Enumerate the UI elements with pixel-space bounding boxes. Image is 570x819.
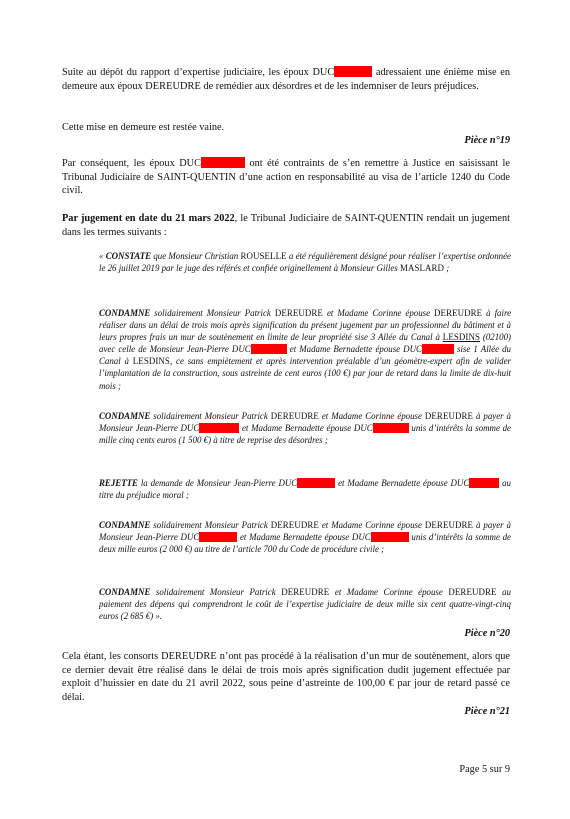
paragraph-cela-etant: Cela étant, les consorts DEREUDRE n’ont pas procédé à la réalisation d’un mur de soutènement, alors que ce dernier devait être réalisé dans le délai de trois mois après signification dudit jugement effectuée par exploit d’huissier en date du 21 avril 2022, sous peine d’astreinte de 100,00 € par jour de retard passé ce délai. (62, 651, 510, 703)
redaction-box (297, 478, 335, 488)
redaction-box (334, 66, 372, 77)
quote-constate: « CONSTATE que Monsieur Christian ROUSELLE a été régulièrement désigné pour réaliser l’expertise ordonnée le 26 juillet 2019 par le juge des référés et confiée originellement à Monsieur Gilles MASLARD ; (99, 251, 511, 274)
paragraph-jugement: Par jugement en date du 21 mars 2022, le Tribunal Judiciaire de SAINT-QUENTIN rendait un jugement dans les termes suivants : (62, 213, 510, 238)
redaction-box (373, 423, 409, 433)
redaction-box (469, 478, 499, 488)
piece-19-label: Pièce n°19 (464, 135, 510, 146)
redaction-box (371, 532, 409, 542)
redaction-box (201, 157, 245, 168)
page-number: Page 5 sur 9 (459, 764, 510, 775)
quote-rejette: REJETTE la demande de Monsieur Jean-Pierre DUC et Madame Bernadette épouse DUC au titre du préjudice moral ; (99, 478, 511, 501)
redaction-box (422, 344, 454, 354)
quote-condamne-reprise: CONDAMNE solidairement Monsieur Patrick DEREUDRE et Madame Corinne épouse DEREUDRE à payer à Monsieur Jean-Pierre DUC et Madame Bernadette épouse DUC unis d’intérêts la somme de mille cinq cents euros (1 500 €) à titre de reprise des désordres ; (99, 411, 512, 446)
piece-21-label: Pièce n°21 (464, 706, 510, 717)
paragraph-action-justice: Par conséquent, les époux DUC ont été contraints de s’en remettre à Justice en saisissant le Tribunal Judiciaire de SAINT-QUENTIN d’une action en responsabilité au visa de l’article 1240 du Code civil. (62, 158, 510, 197)
quote-condamne-depens: CONDAMNE solidairement Monsieur Patrick DEREUDRE et Madame Corinne épouse DEREUDRE au paiement des dépens qui comprendront le coût de l’expertise judiciaire de deux mille six cent quatre-vingt-cinq euros (2 685 €) ». (99, 587, 511, 622)
piece-20-label: Pièce n°20 (464, 628, 510, 639)
quote-condamne-article-700: CONDAMNE solidairement Monsieur Patrick DEREUDRE et Madame Corinne épouse DEREUDRE à payer à Monsieur Jean-Pierre DUC et Madame Bernadette épouse DUC unis d’intérêts la somme de deux mille euros (2 000 €) au titre de l’article 700 du Code de procédure civile ; (99, 520, 512, 555)
redaction-box (199, 423, 239, 433)
redaction-box (199, 532, 237, 542)
paragraph-mise-en-demeure: Suite au dépôt du rapport d’expertise judiciaire, les époux DUC adressaient une énième mise en demeure aux époux DEREUDRE de remédier aux désordres et de les indemniser de leurs préjudices. (62, 67, 510, 92)
redaction-box (251, 344, 287, 354)
quote-condamne-mur: CONDAMNE solidairement Monsieur Patrick DEREUDRE et Madame Corinne épouse DEREUDRE à faire réaliser dans un délai de trois mois après signification du présent jugement par un professionnel du bâtiment et à leurs propres frais un mur de soutènement en limite de leur propriété sise 3 Allée du Canal à LESDINS (02100) avec celle de Monsieur Jean-Pierre DUC et Madame Bernadette épouse DUC sise 1 Allée du Canal à LESDINS, ce sans empiètement et après intervention préalable d’un géomètre-expert afin de valider l’implantation de la construction, sous astreinte de cent euros (100 €) par jour de retard dans la limite de dix-huit mois ; (99, 308, 512, 391)
paragraph-restee-vaine: Cette mise en demeure est restée vaine. (62, 122, 225, 133)
